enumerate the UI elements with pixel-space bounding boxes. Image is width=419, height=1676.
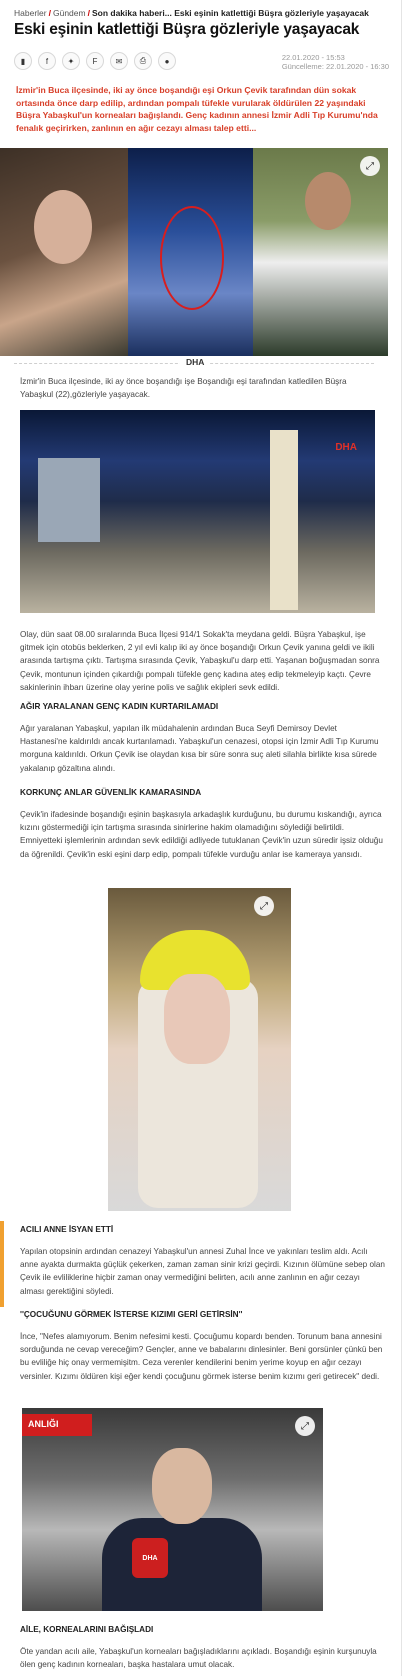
- cctv-street-image: [20, 410, 375, 613]
- facebook-icon[interactable]: f: [38, 52, 56, 70]
- agency-label: DHA: [180, 357, 210, 367]
- suspect-photo: [253, 148, 388, 356]
- updated-date: Güncelleme: 22.01.2020 - 16:30: [281, 62, 389, 71]
- flipboard-icon[interactable]: F: [86, 52, 104, 70]
- print-icon[interactable]: ⎙: [134, 52, 152, 70]
- subheading-3: ACILI ANNE İSYAN ETTİ: [20, 1225, 114, 1234]
- article-title: Eski eşinin katlettiği Büşra gözleriyle yaşayacak: [14, 21, 360, 38]
- paragraph-4: Yapılan otopsinin ardından cenazeyi Yabaşkul'un annesi Zuhal İnce ve yakınları teslim aldı. Acılı anne ayakta durmakta güçlük çekerken, zaman zaman sinir krizi geçirdi. Kızının ölümüne sebep olan Çevik ile evliliklerine hiçbir zaman onay vermediğini belirten, acılı anne zanlının en ağır cezayı alması gerektiğini söyledi.: [20, 1247, 385, 1296]
- bookmark-icon[interactable]: ▮: [14, 52, 32, 70]
- paragraph-2: Ağır yaralanan Yabaşkul, yapılan ilk müdahalenin ardından Buca Seyfi Demirsoy Devlet Hastanesi'ne kaldırıldı ancak kurtarılamadı. Yabaşkul'un cenazesi, otopsi için İzmir Adli Tıp Kurumu morguna kaldırıldı. Orkun Çevik ise olaydan kısa bir süre sonra suç aleti silahla birlikte kısa sürede yakalanıp gözaltına alındı.: [20, 724, 379, 773]
- mail-icon[interactable]: ✉: [110, 52, 128, 70]
- hero-image-collage[interactable]: [0, 148, 388, 356]
- paragraph-1: Olay, dün saat 08.00 sıralarında Buca İlçesi 914/1 Sokak'ta meydana geldi. Büşra Yabaşkul, işe gitmek için otobüs beklerken, 2 yıl evli kalıp iki ay önce boşandığı Orkun Çevik yanına geldi ve ikili arasında tartışma çıktı. Tartışma sırasında Çevik, Yabaşkul'u darp etti. Yaşanan boğuşmadan sonra Çevik, montunun içinden çıkardığı pompalı tüfekle genç kadına ateş edip tekmeleyip kaçtı. Çevre sakinlerinin ihbarı üzerine olay yerine polis ve sağlık ekipleri sevk edildi.: [20, 630, 380, 692]
- subheading-4: ''ÇOCUĞUNU GÖRMEK İSTERSE KIZIMI GERİ GETİRSİN'': [20, 1310, 243, 1319]
- article-lede: İzmir'in Buca ilçesinde, iki ay önce boşandığı işe Boşandığı eşi tarafından katledilen Büşra Yabaşkul (22),gözleriyle yaşayacak.: [20, 377, 347, 399]
- breadcrumb: Haberler / Gündem / Son dakika haberi... Eski eşinin katlettiği Büşra gözleriyle yaşayacak: [14, 8, 369, 18]
- expand-icon[interactable]: ⤢: [254, 896, 274, 916]
- subheading-2: KORKUNÇ ANLAR GÜVENLİK KAMARASINDA: [20, 788, 202, 797]
- agency-divider: [14, 357, 374, 369]
- paragraph-5: İnce, "Nefes alamıyorum. Benim nefesimi kesti. Çocuğumu kopardı benden. Torunum bana annesini sorduğunda ne cevap vereceğim? Gençler, anne ve babalarını dinlesinler. Beni gorsünler çünkü ben bu evliliğe hiç onay vermemişitm. Ceza verenler kendilerini benim yerime koyup en ağır cezayı versinler. Kızımı öldüren kişi eğer kendi çocuğunu görmek isterse benim kızımı geri getirecek" dedi.: [20, 1332, 383, 1381]
- article-summary: İzmir'in Buca ilçesinde, iki ay önce boşandığı eşi Orkun Çevik tarafından dün sokak ortasında önce darp edilip, ardından pompalı tüfekle vurularak öldürülen 22 yaşındaki Büşra Yabaşkul'un korneaları bağışlandı. Genç kadının annesi İzmir Adli Tıp Kurumu'nda fenalık geçirirken, zanlının en ağır cezayı alması talep etti...: [16, 85, 378, 133]
- microphone: DHA: [132, 1538, 168, 1578]
- victim-portrait-image[interactable]: [108, 888, 291, 1211]
- mother-photo[interactable]: [22, 1408, 323, 1611]
- whatsapp-icon[interactable]: ●: [158, 52, 176, 70]
- breadcrumb-gundem[interactable]: Gündem: [52, 8, 86, 18]
- building-sign: ANLIĞI: [22, 1414, 92, 1436]
- expand-icon[interactable]: ⤢: [360, 156, 380, 176]
- expand-icon[interactable]: ⤢: [295, 1416, 315, 1436]
- breadcrumb-son-dakika[interactable]: Son dakika haberi...: [91, 8, 172, 18]
- paragraph-6: Öte yandan acılı aile, Yabaşkul'un korneaları bağışladıklarını açıkladı. Boşandığı eşinin kurşunuyla ölen genç kadının korneaları, başka hastalara umut olacak.: [20, 1647, 377, 1670]
- section-accent-bar: [0, 1221, 4, 1307]
- subheading-5: AİLE, KORNEALARINI BAĞIŞLADI: [20, 1625, 154, 1634]
- breadcrumb-current: Eski eşinin katlettiği Büşra gözleriyle yaşayacak: [174, 8, 369, 18]
- article-dates: [282, 53, 389, 71]
- twitter-icon[interactable]: ✦: [62, 52, 80, 70]
- victim-photo: [0, 148, 128, 356]
- cctv-still-photo: [128, 148, 253, 356]
- published-date: 22.01.2020 - 15:53: [281, 53, 345, 62]
- share-toolbar: [14, 52, 176, 70]
- subheading-1: AĞIR YARALANAN GENÇ KADIN KURTARILAMADI: [20, 702, 219, 711]
- breadcrumb-home[interactable]: Haberler: [14, 8, 47, 18]
- dha-logo: DHA: [335, 442, 357, 453]
- page-divider: [401, 0, 402, 1676]
- paragraph-3: Çevik'in ifadesinde boşandığı eşinin başkasıyla arkadaşlık kurduğunu, bu durumu kıskandığı, ayrıca kızını göstermediği için tartışma sırasında sinirlerine hakim olamadığını söylediği belirtildi. Emniyetteki işlemlerinin ardından sevk edildiği adliyede tutuklanan Çevik'in uzun süredir işsiz olduğu da öğrenildi. Çevik'in eski eşini darp edip, pompalı tüfekle vurduğu anlar ise kameraya yansıdı.: [20, 810, 383, 859]
